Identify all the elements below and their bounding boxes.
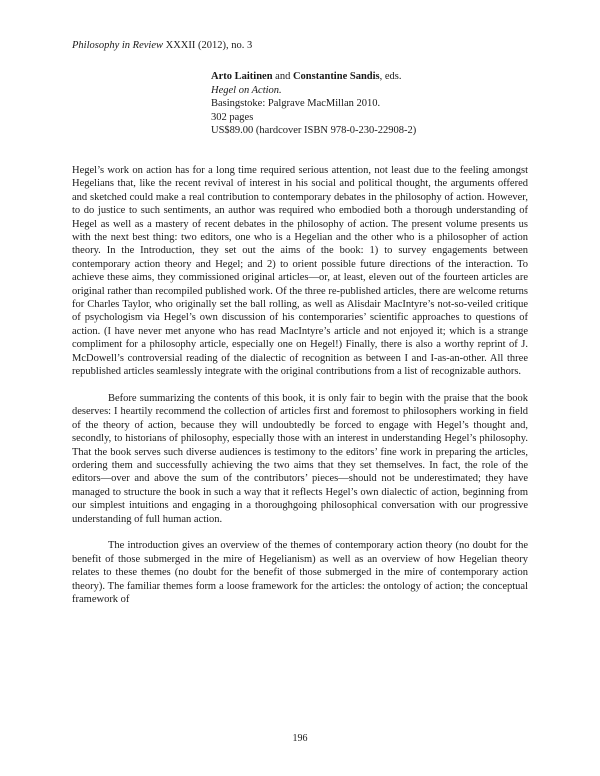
journal-title: Philosophy in Review [72,40,163,51]
paragraph: The introduction gives an overview of the themes of contemporary action theory (no doubt for the benefit of those submerged in the mire of Hegelianism) as well as an overview of how Hegelian theory relates to these themes (no doubt for the benefit of those submerged in the mire of contemporary action theory). The familiar themes form a loose framework for the articles: the ontology of action; the conceptual framework of [72,540,528,605]
eds-label: , eds. [379,71,402,82]
page-number: 196 [292,733,308,744]
bibliographic-entry [211,70,416,138]
book-title: Hegel on Action. [211,84,282,96]
issue-info: XXXII (2012), no. 3 [162,40,253,51]
paragraph: Hegel’s work on action has for a long time required serious attention, not least due to the feeling amongst Hegelians that, like the recent revival of interest in his social and political thought, the arguments offered and sketched could make a real contribution to contemporary debates in the philosophy of action. However, to do justice to such sentiments, an author was required who embodied both a thorough understanding of Hegel as well as a mastery of recent debates in the philosophy of action. The present volume presents us with the next best thing: two editors, one who is a Hegelian and the other who is a philosopher of action theory. In the Introduction, they set out the aims of the book: 1) to survey engagements between contemporary action theory and Hegel; and 2) to orient possible future directions of the interaction. To achieve these aims, they commissioned original articles—or, at least, eleven out of the fourteen articles are original rather than recompiled published work. Of the three re-published articles, there are welcome returns for Charles Taylor, who originally set the ball rolling, as well as Alisdair MacIntyre’s not-so-veiled critique of psychologism via Hegel’s own discussion of his contemporaries’ scientific approaches to questions of action. (I have never met anyone who has read MacIntyre’s article and not enjoyed it; which is a strange compliment for a philosophy article, especially one on Hegel!) Finally, there is also a worthy reprint of J. McDowell’s controversial reading of the dialectic of recognition as between I and I-as-an-other. All three republished articles seamlessly integrate with the original contributions from a list of recognizable authors. [72,165,528,378]
price-isbn: US$89.00 (hardcover ISBN 978-0-230-22908-2) [211,125,417,136]
page-count: 302 pages [211,111,254,123]
editor-name: Constantine Sandis [292,71,380,82]
publisher-line: Basingstoke: Palgrave MacMillan 2010. [211,98,381,109]
review-body [72,164,528,620]
conjunction: and [272,71,293,82]
editors-line [211,70,416,84]
paragraph: Before summarizing the contents of this book, it is only fair to begin with the praise that the book deserves: I heartily recommend the collection of articles first and foremost to philosophers working in field of the theory of action, because they will undoubtedly be forced to engage with Hegel’s thought and, secondly, to historians of philosophy, especially those with an interest in understanding Hegel’s philosophy. That the book serves such diverse audiences is testimony to the editors’ fine work in preparing the articles, ordering them and successfully achieving the two aims that they set themselves. In fact, the role of the editors—over and above the sum of the contributors’ pieces—should not be underestimated; they have managed to structure the book in such a way that it reflects Hegel’s own dialectic of action, beginning from our simplest intuitions and engaging in a thoroughgoing philosophical conversation with our progressive understanding of full human action. [72,392,528,525]
running-head [72,40,252,51]
editor-name: Arto Laitinen [211,71,273,82]
